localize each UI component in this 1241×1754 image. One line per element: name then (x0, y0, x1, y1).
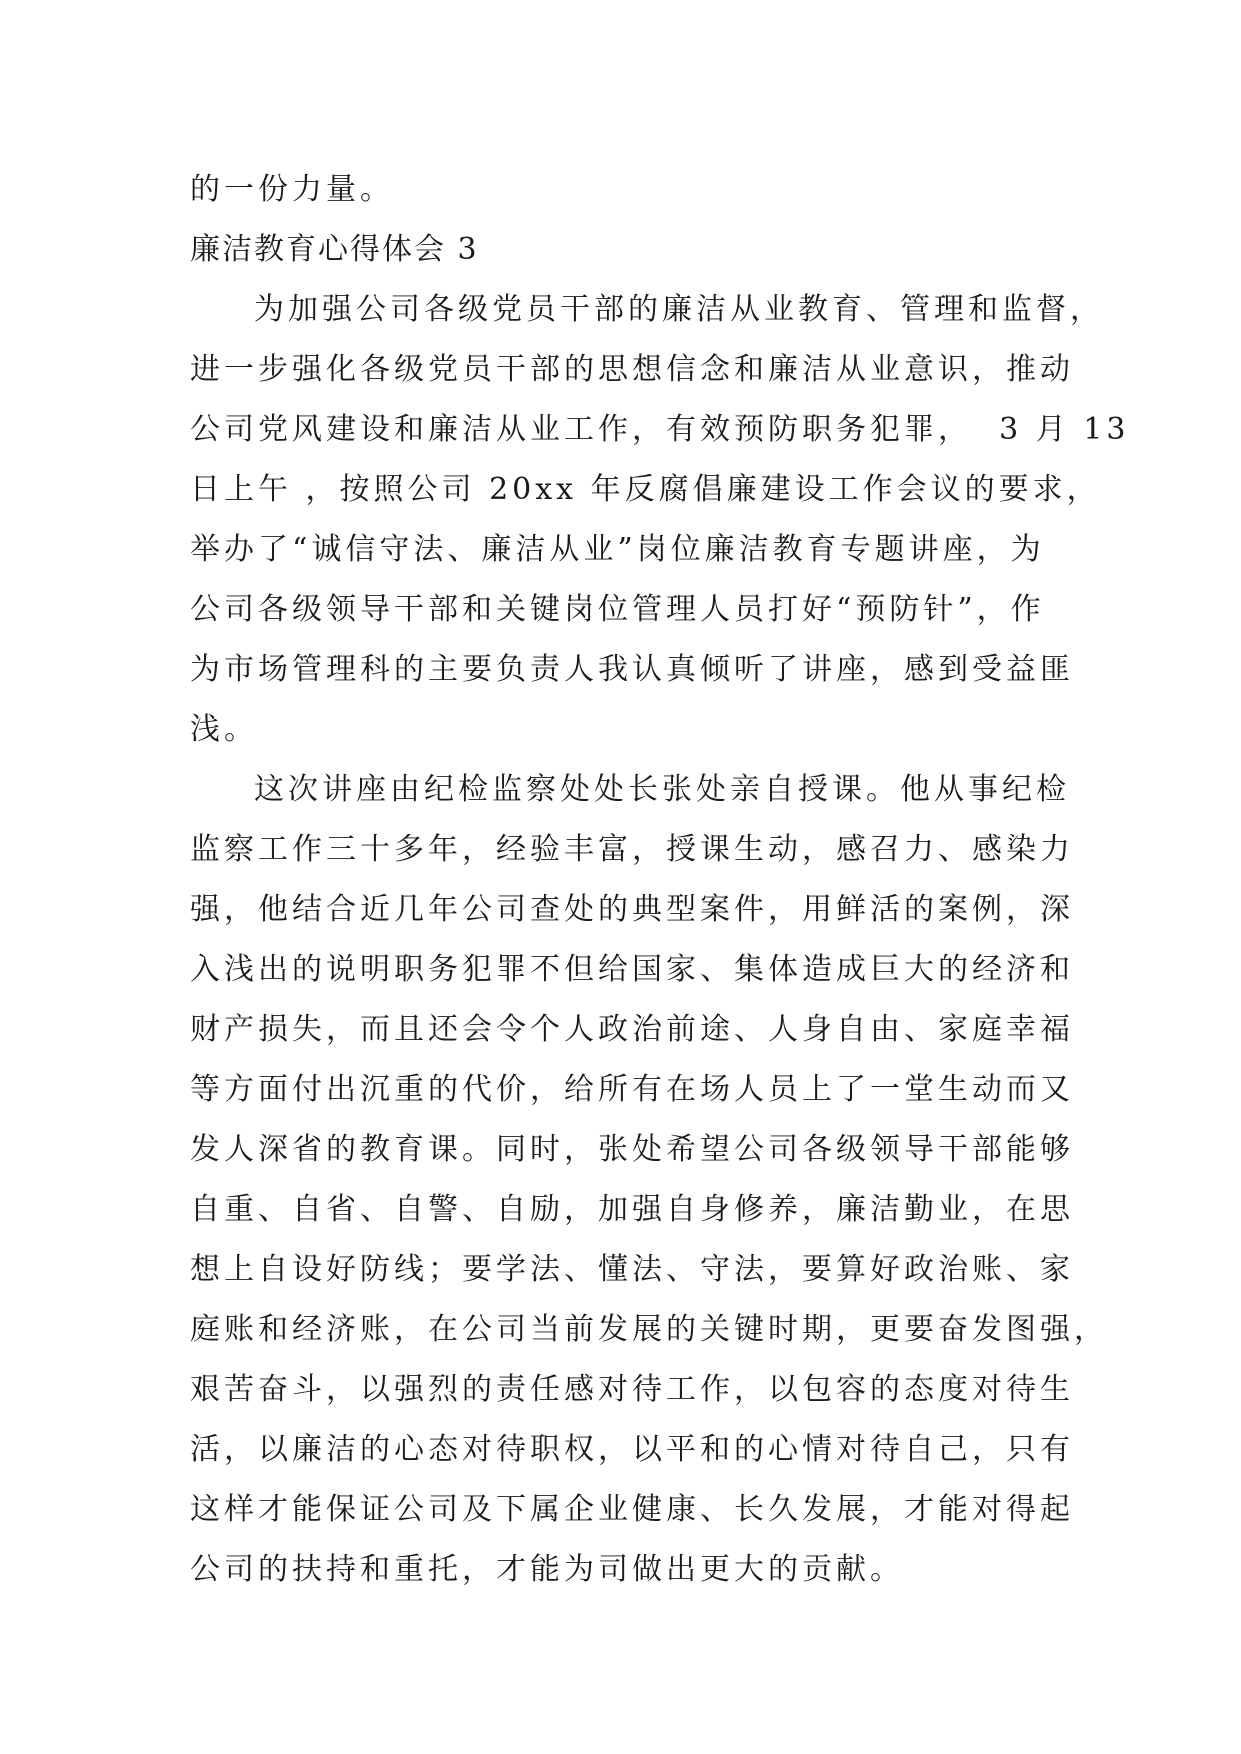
text-line: 想上自设好防线；要学法、懂法、守法，要算好政治账、家 (190, 1252, 1074, 1287)
text-line: 进一步强化各级党员干部的思想信念和廉洁从业意识，推动 (190, 352, 1074, 387)
text-line: 艰苦奋斗，以强烈的责任感对待工作，以包容的态度对待生 (190, 1372, 1074, 1407)
text-line: 公司党风建设和廉洁从业工作，有效预防职务犯罪， 3 月 13 (190, 412, 1130, 447)
text-line: 等方面付出沉重的代价，给所有在场人员上了一堂生动而又 (190, 1072, 1074, 1107)
text-line: 日上午 ，按照公司 20xx 年反腐倡廉建设工作会议的要求， (190, 472, 1101, 507)
paragraph-first-line: 这次讲座由纪检监察处处长张处亲自授课。他从事纪检 (254, 772, 1070, 807)
text-line: 强，他结合近几年公司查处的典型案件，用鲜活的案例，深 (190, 892, 1074, 927)
text-line: 公司各级领导干部和关键岗位管理人员打好“预防针”，作 (190, 592, 1045, 627)
text-line: 庭账和经济账，在公司当前发展的关键时期，更要奋发图强， (190, 1312, 1108, 1347)
paragraph-first-line: 为加强公司各级党员干部的廉洁从业教育、管理和监督， (254, 292, 1104, 327)
text-line: 入浅出的说明职务犯罪不但给国家、集体造成巨大的经济和 (190, 952, 1074, 987)
section-heading: 廉洁教育心得体会 3 (190, 232, 479, 267)
text-line: 这样才能保证公司及下属企业健康、长久发展，才能对得起 (190, 1492, 1074, 1527)
text-line: 公司的扶持和重托，才能为司做出更大的贡献。 (190, 1552, 904, 1587)
text-line: 为市场管理科的主要负责人我认真倾听了讲座，感到受益匪 (190, 652, 1074, 687)
text-line: 发人深省的教育课。同时，张处希望公司各级领导干部能够 (190, 1132, 1074, 1167)
text-line: 自重、自省、自警、自励，加强自身修养，廉洁勤业，在思 (190, 1192, 1074, 1227)
text-line: 活，以廉洁的心态对待职权，以平和的心情对待自己，只有 (190, 1432, 1074, 1467)
text-line: 财产损失，而且还会令个人政治前途、人身自由、家庭幸福 (190, 1012, 1074, 1047)
text-line: 举办了“诚信守法、廉洁从业”岗位廉洁教育专题讲座，为 (190, 532, 1045, 567)
document-body (190, 160, 1130, 1600)
text-line: 监察工作三十多年，经验丰富，授课生动，感召力、感染力 (190, 832, 1074, 867)
text-line: 浅。 (190, 712, 258, 747)
text-line: 的一份力量。 (190, 172, 394, 207)
